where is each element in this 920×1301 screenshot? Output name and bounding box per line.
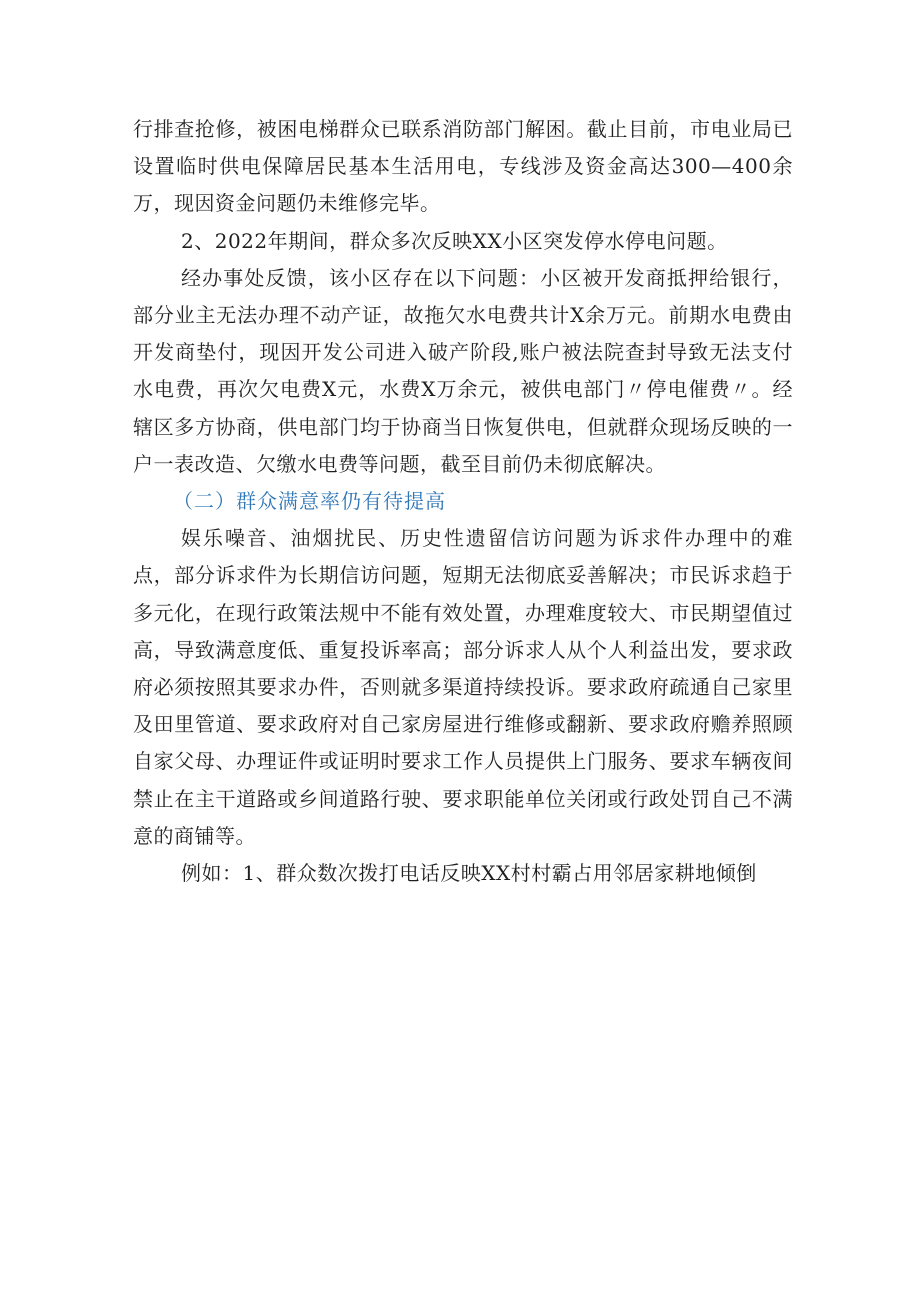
paragraph-continuation: 行排查抢修，被困电梯群众已联系消防部门解困。截止目前，市电业局已设置临时供电保障居民基本生活用电，专线涉及资金高达300—400余万，现因资金问题仍未维修完毕。 [133,117,793,216]
paragraph-feedback: 经办事处反馈，该小区存在以下问题：小区被开发商抵押给银行，部分业主无法办理不动产证，故拖欠水电费共计X余万元。前期水电费由开发商垫付，现因开发公司进入破产阶段,账户被法院查封导致无法支付水电费，再次欠电费X元，水费X万余元，被供电部门〃停电催费〃。经辖区多方协商，供电部门均于协商当日恢复供电，但就群众现场反映的一户一表改造、欠缴水电费等问题，截至目前仍未彻底解决。 [133,265,793,476]
paragraph-example: 例如：1、群众数次拨打电话反映XX村村霸占用邻居家耕地倾倒 [181,861,757,886]
paragraph-satisfaction: 娱乐噪音、油烟扰民、历史性遗留信访问题为诉求件办理中的难点，部分诉求件为长期信访问题，短期无法彻底妥善解决；市民诉求趋于多元化，在现行政策法规中不能有效处置，办理难度较大、市民期望值过高，导致满意度低、重复投诉率高；部分诉求人从个人利益出发，要求政府必须按照其要求办件，否则就多渠道持续投诉。要求政府疏通自己家里及田里管道、要求政府对自己家房屋进行维修或翻新、要求政府赡养照顾自家父母、办理证件或证明时要求工作人员提供上门服务、要求车辆夜间禁止在主干道路或乡间道路行驶、要求职能单位关闭或行政处罚自己不满意的商铺等。 [133,526,793,848]
section-heading: （二）群众满意率仍有待提高 [173,489,446,514]
document-body [133,111,793,892]
paragraph-item-2: 2、2022年期间，群众多次反映XX小区突发停水停电问题。 [181,228,728,253]
